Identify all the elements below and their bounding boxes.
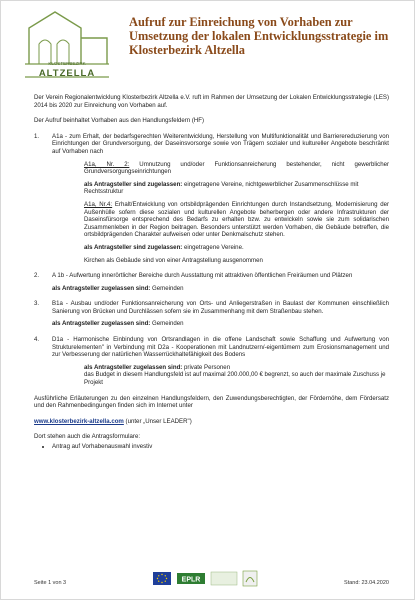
applicant-label: als Antragsteller zugelassen sind: [52,320,151,328]
sub-text: Erhalt/Entwicklung von ortsbildprägenden Einrichtungen durch Instandsetzung, Modernisierung der Außenhülle sofern diese sozialen und kulturellen Angebote beherbergen oder andere Infrastrukturen der Daseinsfürsorge entsprechend des Bedarfs zu erhalten bzw. zu entwickeln sowie sie zum solidarischen Zusammenleben in der Region beitragen. Besonders unterstützt werden Vorhaben, die Gebäude betreffen, die ortsbildprägenden Charakter aufweisen oder unter Denkmalschutz stehen. [84,200,390,239]
logo-name: ALTZELLA [38,68,96,79]
document-date: Stand: 23.04.2020 [344,580,389,586]
intro-paragraph: Der Verein Regionalentwicklung Klosterbezirk Altzella e.V. ruft im Rahmen der Umsetzung der Lokalen Entwicklungsstrategie (LES) 2014 bis 2020 zur Einreichung von Vorhaben auf. [34,94,389,109]
document-body [34,94,389,451]
item-text: A1a - zum Erhalt, der bedarfsgerechten Weiterentwicklung, Herstellung von Multifunktionalität und Barrierereduzierung von Einrichtungen der Grundversorgung, der Daseinsvorsorge sowie von Trägern sozialer und kultureller Angebote beschränkt auf Vorhaben nach [52,132,389,155]
applicant-label: als Antragsteller zugelassen sind: [52,284,151,292]
item-text: B1a - Ausbau und/oder Funktionsanreicherung von Orts- und Anliegerstraßen in Baulast der Kommunen einschließlich Sanierung von Brücken und Durchlässen sofern sie im Zusammenhang mit dem Straßenbau stehen. [52,300,389,315]
logo-subtitle: KLOSTERBEZIRK [48,61,86,66]
funding-logos [153,569,273,589]
list-item-4 [34,336,389,387]
page-title: Aufruf zur Einreichung von Vorhaben zur Umsetzung der lokalen Entwicklungsstrategie im Klosterbezirk Altzella [129,15,389,57]
exclusion-note: Kirchen als Gebäude sind von einer Antragstellung ausgenommen [84,256,263,264]
applicant-label: als Antragsteller sind zugelassen: [84,243,183,251]
sub-heading: A1a, Nr.4: [84,200,113,208]
item-text: D1a - Harmonische Einbindung von Ortsrandlagen in die offene Landschaft sowie Schaffung und Aufwertung von Strukturelementen" in Verbindung mit D2a - Kooperationen mit Landnutzern/-eigentümern zum Erosionsmanagement und zur Verbesserung der natürlichen Wasserrückhaltefähigkeit des Bodens [52,336,389,359]
forms-intro: Dort stehen auch die Antragsformulare: [34,433,141,441]
details-paragraph: Ausführliche Erläuterungen zu den einzelnen Handlungsfeldern, den Zuwendungsberechtigten, der Fördernöhe, dem Fördersatz und den Rahmenbedingungen finden sich im Internet unter [34,394,389,410]
altzella-logo [23,8,111,82]
sub-text: Umnutzung und/oder Funktionsanreicherung bestehender, nicht gewerblicher Grundversorgungseinrichtungen [84,160,389,176]
applicant-value: eingetragene Vereine. [182,243,244,251]
item-number: 2. [34,272,40,280]
website-link[interactable]: www.klosterbezirk-altzella.com [34,417,124,425]
applicant-label: als Antragsteller sind zugelassen: [84,180,183,188]
applicant-value: Gemeinden [150,320,184,328]
sub-heading: A1a, Nr. 2: [84,160,130,168]
applicant-value: eingetragene Vereine, nichtgewerblicher Zusammenschlüsse mit Rechtsstruktur [84,180,359,196]
list-item-3 [34,300,389,328]
item-text: A 1b - Aufwertung innerörtlicher Bereiche durch Ausstattung mit attraktiven öffentlichen Freiräumen und Plätzen [52,272,353,280]
applicant-label: als Antragsteller zugelassen sind: [84,363,183,371]
list-item-2 [34,272,389,292]
budget-note: das Budget in diesem Handlungsfeld ist auf maximal 200.000,00 € begrenzt, so auch der maximale Zuschuss je Projekt [84,371,386,387]
aufruf-paragraph: Der Aufruf beinhaltet Vorhaben aus den Handlungsfeldern (HF) [34,117,205,125]
saxony-logo-icon [211,572,237,585]
eplr-label: EPLR [181,576,201,584]
item-number: 4. [34,336,40,344]
list-item: • Antrag auf Vorhabenauswahl investiv [52,443,389,451]
link-suffix: (unter „Unser LEADER") [123,417,192,425]
item-1-subsection [84,161,389,265]
applicant-value: Gemeinden [150,284,184,292]
item-number: 1. [34,132,40,140]
item-number: 3. [34,300,40,308]
list-item-1 [34,133,389,264]
forms-list [34,443,389,451]
leader-logo-icon [243,571,257,586]
page-number: Seite 1 von 3 [34,580,67,586]
applicant-value: private Personen [182,363,231,371]
